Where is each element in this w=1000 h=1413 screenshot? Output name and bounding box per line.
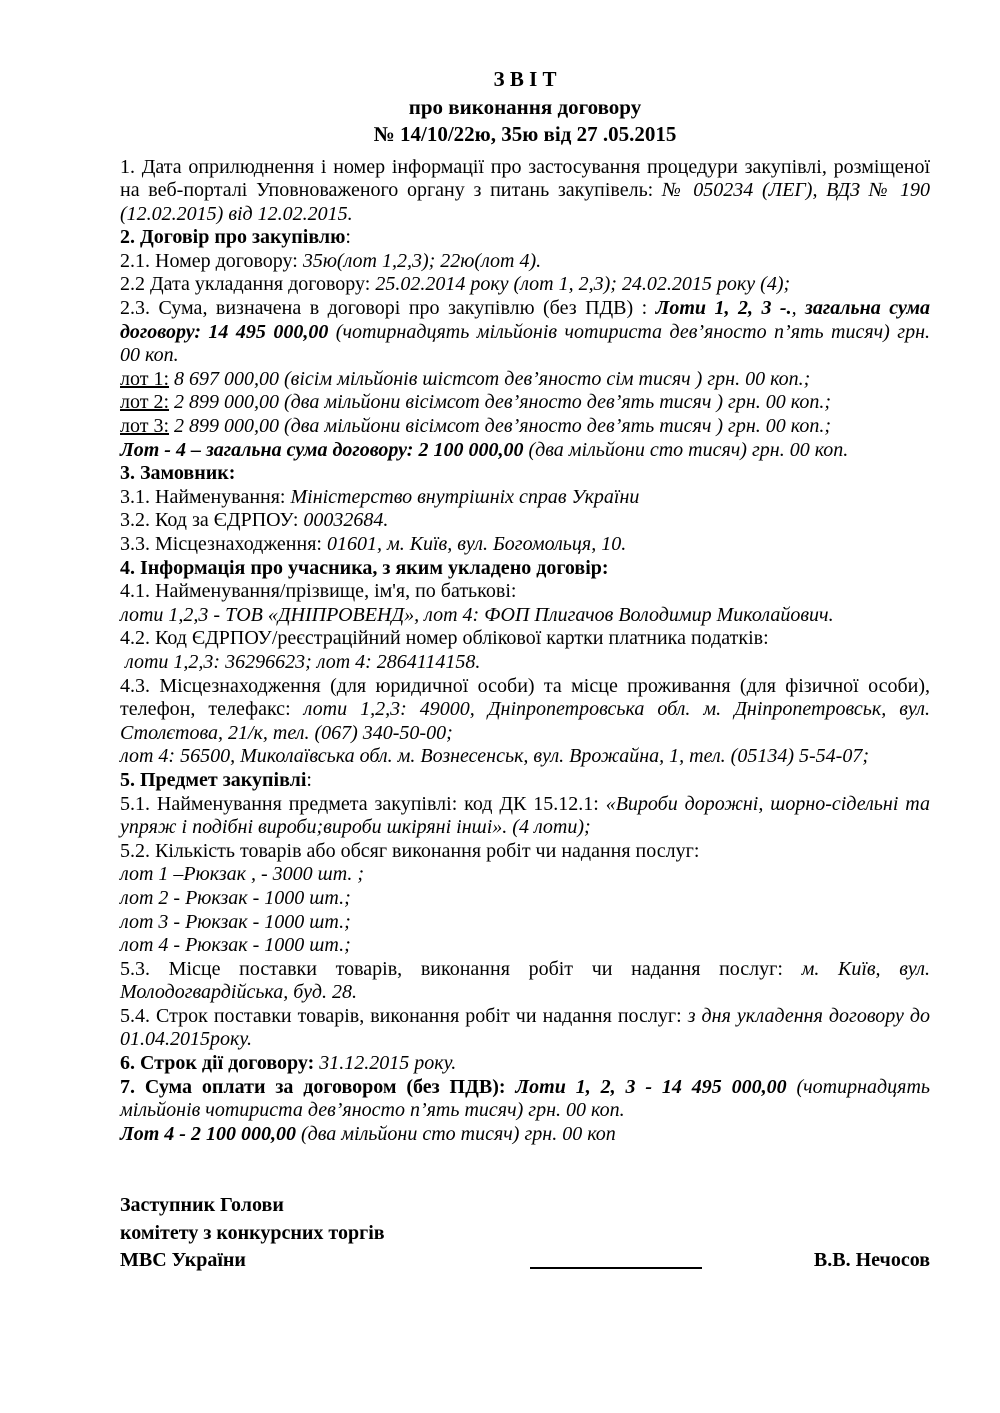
- text-run: Міністерство внутрішніх справ України: [290, 485, 640, 508]
- paragraph-quantity-label: [120, 840, 930, 864]
- document-body: [120, 156, 930, 1147]
- text-run: 2 899 000,00 (два мільйони вісімсот дев’яносто дев’ять тисяч ) грн. 00 коп.;: [169, 415, 831, 438]
- paragraph-participant-names: [120, 604, 930, 628]
- text-run: лоти 1,2,3 - ТОВ «ДНІПРОВЕНД», лот 4: ФОП Плигачов Володимир Миколайович.: [120, 603, 834, 626]
- text-run: 3.3. Місцезнаходження:: [120, 533, 327, 555]
- heading-customer: [120, 462, 930, 486]
- signature-name: В.В. Нечосов: [813, 1249, 930, 1272]
- signature-role-line-1: Заступник Голови: [120, 1194, 284, 1217]
- quantity-line-lot4: [120, 934, 930, 958]
- text-run: лоти 1,2,3: 49000, Дніпропетровська обл. м. Дніпропетровськ, вул. Столєтова, 21/к, тел. (067) 340-50-00;: [120, 698, 930, 744]
- quantity-line-lot3: [120, 911, 930, 935]
- text-run: лот 3 - Рюкзак - 1000 шт.;: [120, 910, 351, 933]
- text-run: 5.4. Строк поставки товарів, виконання робіт чи надання послуг:: [120, 1004, 688, 1027]
- text-run: 3. Замовник:: [120, 462, 236, 485]
- text-run: 00032684.: [303, 509, 389, 532]
- text-run: 3.2. Код за ЄДРПОУ:: [120, 509, 304, 532]
- signature-block: [120, 1192, 930, 1275]
- lot-label: лот 1:: [120, 367, 170, 390]
- signature-org: МВС України: [120, 1249, 246, 1272]
- paragraph-contract-duration: [120, 1052, 930, 1076]
- signature-row: [120, 1247, 930, 1275]
- paragraph-contract-sum: [120, 297, 930, 368]
- lot-3-sum-line: [120, 415, 930, 439]
- paragraph-customer-name: [120, 486, 930, 510]
- text-run: 2. Договір про закупівлю: [120, 226, 346, 249]
- paragraph-publication-info: [120, 156, 930, 227]
- heading-subject: [120, 769, 930, 793]
- text-run: 01601, м. Київ, вул. Богомольця, 10.: [326, 533, 627, 555]
- paragraph-payment-sum-lot4: [120, 1123, 930, 1147]
- text-run: лоти 1,2,3: 36296623; лот 4: 2864114158.: [125, 650, 481, 673]
- text-run: 31.12.2015 року.: [319, 1052, 457, 1075]
- signature-role-line-2: комітету з конкурсних торгів: [120, 1221, 385, 1244]
- text-run: 2 899 000,00 (два мільйони вісімсот дев’яносто дев’ять тисяч ) грн. 00 коп.;: [169, 391, 831, 414]
- text-run: 25.02.2014 року (лот 1, 2,3); 24.02.2015 року (4);: [375, 273, 791, 296]
- text-run: 4.1. Найменування/прізвище, ім'я, по батькові:: [120, 580, 517, 603]
- text-run: «Вироби дорожні, шорно-сідельні та упряж і подібні вироби;вироби шкіряні інші». (4 лоти);: [120, 792, 930, 839]
- text-run: Лот - 4 – загальна сума договору: 2 100 000,00: [120, 438, 529, 461]
- text-run: 2.3. Сума, визначена в договорі про закупівлю (без ПДВ) :: [120, 297, 656, 320]
- text-run: 1. Дата оприлюднення і номер інформації про застосування процедури закупівлі, розміщеної на веб-порталі Уповноваженого органу з питань закупівель:: [120, 155, 930, 202]
- text-run: (чотирнадцять мільйонів чотириста дев’яносто п’ять тисяч) грн. 00 коп.: [120, 1075, 930, 1122]
- text-run: 4. Інформація про учасника, з яким укладено договір:: [120, 556, 609, 579]
- paragraph-payment-sum: [120, 1076, 930, 1123]
- paragraph-delivery-place: [120, 958, 930, 1005]
- paragraph-participant-codes: [120, 651, 930, 675]
- text-run: м. Київ, вул. Молодогвардійська, буд. 28.: [120, 957, 930, 1004]
- text-run: 2.2 Дата укладання договору:: [120, 273, 376, 296]
- paragraph-participant-address: [120, 675, 930, 746]
- paragraph-customer-edrpou: [120, 509, 930, 533]
- text-run: 5.2. Кількість товарів або обсяг виконання робіт чи надання послуг:: [120, 839, 700, 862]
- signature-line: [530, 1267, 702, 1269]
- text-run: (два мільйони сто тисяч) грн. 00 коп.: [528, 438, 849, 461]
- quantity-line-lot2: [120, 887, 930, 911]
- paragraph-delivery-term: [120, 1005, 930, 1052]
- quantity-line-lot1: [120, 863, 930, 887]
- text-run: 6. Строк дії договору:: [120, 1052, 320, 1075]
- text-run: 5. Предмет закупівлі: [120, 768, 307, 791]
- heading-participant: [120, 557, 930, 581]
- text-run: :: [306, 768, 312, 791]
- heading-contract: [120, 226, 930, 250]
- document-title: [120, 66, 930, 149]
- text-run: 2.1. Номер договору:: [120, 249, 303, 272]
- paragraph-subject-name: [120, 793, 930, 840]
- paragraph-customer-address: [120, 533, 930, 557]
- title-number-date: № 14/10/22ю, 35ю від 27 .05.2015: [373, 122, 677, 146]
- text-run: 7. Сума оплати за договором (без ПДВ):: [120, 1075, 516, 1098]
- lot-label: лот 2:: [120, 391, 170, 414]
- text-run: :: [345, 226, 351, 249]
- text-run: 5.3. Місце поставки товарів, виконання робіт чи надання послуг:: [120, 957, 802, 980]
- text-run: ,: [791, 297, 806, 320]
- text-run: 4.3. Місцезнаходження (для юридичної особи) та місце проживання (для фізичної особи), телефон, телефакс:: [120, 674, 930, 721]
- text-run: Лоти 1, 2, 3 -.: [655, 297, 792, 320]
- text-run: лот 4 - Рюкзак - 1000 шт.;: [120, 934, 351, 957]
- title-subtitle: про виконання договору: [408, 94, 642, 119]
- text-run: лот 4: 56500, Миколаївська обл. м. Вознесенськ, вул. Врожайна, 1, тел. (05134) 5-54-07;: [120, 745, 869, 768]
- text-run: № 050234 (ЛЕГ), ВДЗ № 190 (12.02.2015) від 12.02.2015.: [120, 179, 931, 225]
- title-report-word: З В І Т: [493, 67, 557, 91]
- lot-4-sum-line: [120, 439, 930, 463]
- lot-1-sum-line: [120, 368, 930, 392]
- text-run: загальна сума договору: 14 495 000,00: [120, 297, 931, 343]
- text-run: (два мільйони сто тисяч) грн. 00 коп: [300, 1122, 616, 1145]
- text-run: Лот 4 - 2 100 000,00: [120, 1122, 301, 1145]
- text-run: 8 697 000,00 (вісім мільйонів шістсот дев’яносто сім тисяч ) грн. 00 коп.;: [169, 367, 811, 390]
- text-run: (чотирнадцять мільйонів чотириста дев’яносто п’ять тисяч) грн. 00 коп.: [120, 320, 930, 367]
- paragraph-contract-date: [120, 273, 930, 297]
- text-run: лот 2 - Рюкзак - 1000 шт.;: [120, 886, 351, 909]
- text-run: 5.1. Найменування предмета закупівлі: код ДК 15.12.1:: [120, 792, 606, 815]
- paragraph-participant-address-lot4: [120, 745, 930, 769]
- text-run: з дня укладення договору до 01.04.2015року.: [120, 1004, 931, 1051]
- lot-2-sum-line: [120, 391, 930, 415]
- paragraph-participant-code-label: [120, 627, 930, 651]
- text-run: 3.1. Найменування:: [120, 485, 291, 508]
- text-run: Лоти 1, 2, 3 - 14 495 000,00: [515, 1075, 797, 1098]
- text-run: лот 1 –Рюкзак , - 3000 шт. ;: [120, 863, 365, 886]
- paragraph-contract-number: [120, 250, 930, 274]
- text-run: 35ю(лот 1,2,3); 22ю(лот 4).: [302, 249, 542, 272]
- paragraph-participant-name-label: [120, 580, 930, 604]
- lot-label: лот 3:: [120, 415, 170, 438]
- text-run: 4.2. Код ЄДРПОУ/реєстраційний номер облікової картки платника податків:: [120, 627, 769, 650]
